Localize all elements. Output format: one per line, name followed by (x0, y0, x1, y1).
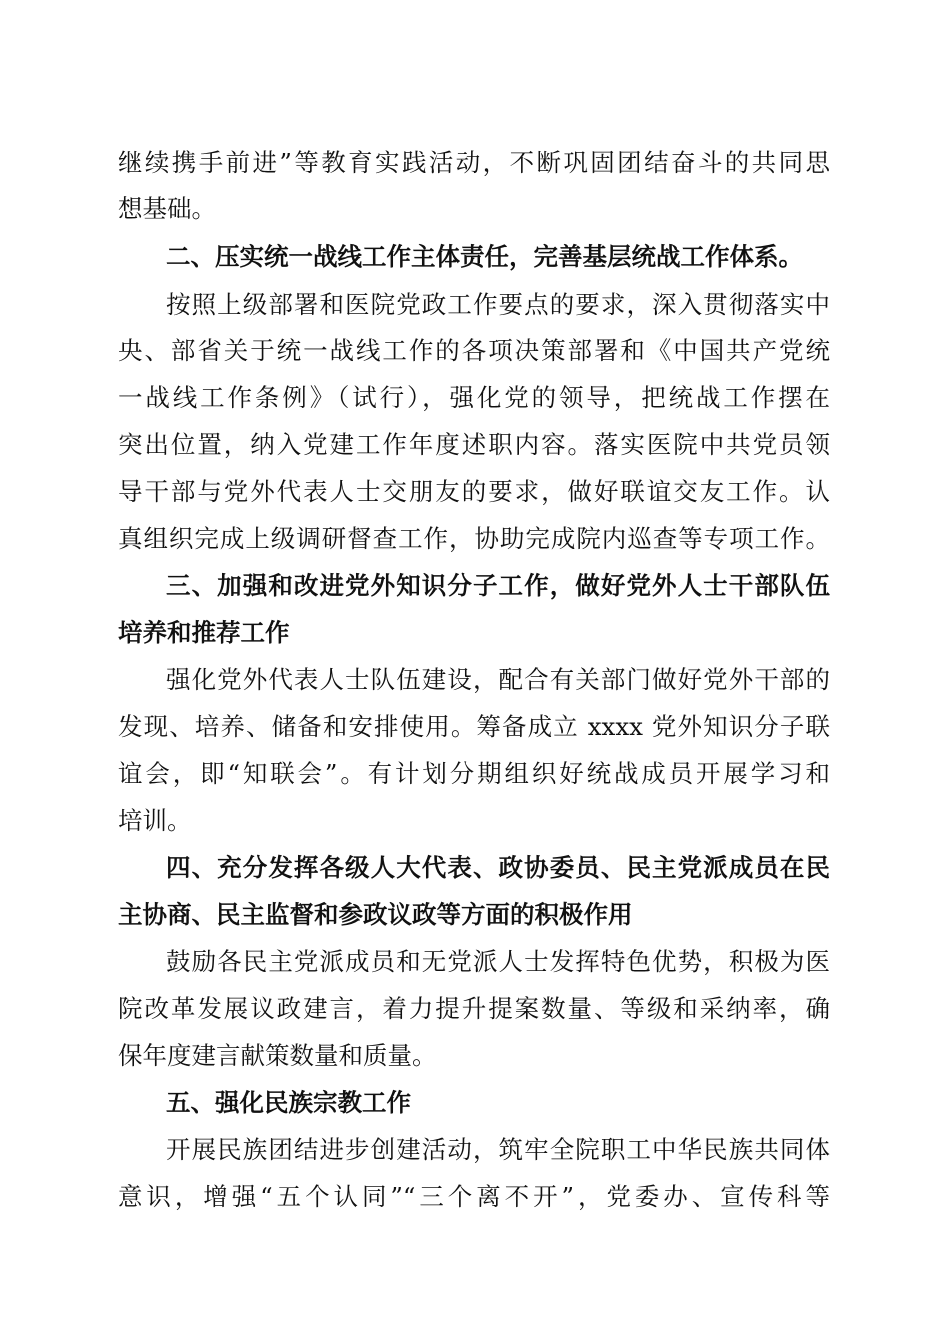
paragraph-line: 院改革发展议政建言，着力提升提案数量、等级和采纳率，确 (118, 994, 830, 1023)
paragraph-line: 想基础。 (118, 194, 216, 223)
paragraph-line: 突出位置，纳入党建工作年度述职内容。落实医院中共党员领 (118, 430, 830, 459)
paragraph-line: 谊会，即“知联会”。有计划分期组织好统战成员开展学习和 (118, 759, 830, 788)
paragraph-line: 导干部与党外代表人士交朋友的要求，做好联谊交友工作。认 (118, 477, 830, 506)
paragraph-line: 开展民族团结进步创建活动，筑牢全院职工中华民族共同体 (166, 1135, 830, 1164)
section-heading: 主协商、民主监督和参政议政等方面的积极作用 (118, 900, 633, 929)
paragraph-line: 意识，增强“五个认同”“三个离不开”，党委办、宣传科等 (118, 1182, 830, 1211)
paragraph-line: 真组织完成上级调研督查工作，协助完成院内巡查等专项工作。 (118, 524, 830, 553)
paragraph-line: 继续携手前进”等教育实践活动，不断巩固团结奋斗的共同思 (118, 148, 830, 177)
section-heading: 培养和推荐工作 (118, 618, 290, 647)
section-heading: 二、压实统一战线工作主体责任，完善基层统战工作体系。 (166, 242, 803, 271)
paragraph-line: 按照上级部署和医院党政工作要点的要求，深入贯彻落实中 (166, 290, 830, 319)
paragraph-line: 央、部省关于统一战线工作的各项决策部署和《中国共产党统 (118, 336, 830, 365)
paragraph-line: 发现、培养、储备和安排使用。筹备成立 xxxx 党外知识分子联 (118, 712, 830, 741)
paragraph-line: 强化党外代表人士队伍建设，配合有关部门做好党外干部的 (166, 665, 830, 694)
section-heading: 五、强化民族宗教工作 (166, 1088, 411, 1117)
paragraph-line: 培训。 (118, 806, 192, 835)
paragraph-line: 一战线工作条例》（试行），强化党的领导，把统战工作摆在 (118, 383, 830, 412)
paragraph-line: 鼓励各民主党派成员和无党派人士发挥特色优势，积极为医 (166, 947, 830, 976)
paragraph-line: 保年度建言献策数量和质量。 (118, 1041, 437, 1070)
section-heading: 四、充分发挥各级人大代表、政协委员、民主党派成员在民 (166, 853, 830, 882)
section-heading: 三、加强和改进党外知识分子工作，做好党外人士干部队伍 (166, 571, 830, 600)
